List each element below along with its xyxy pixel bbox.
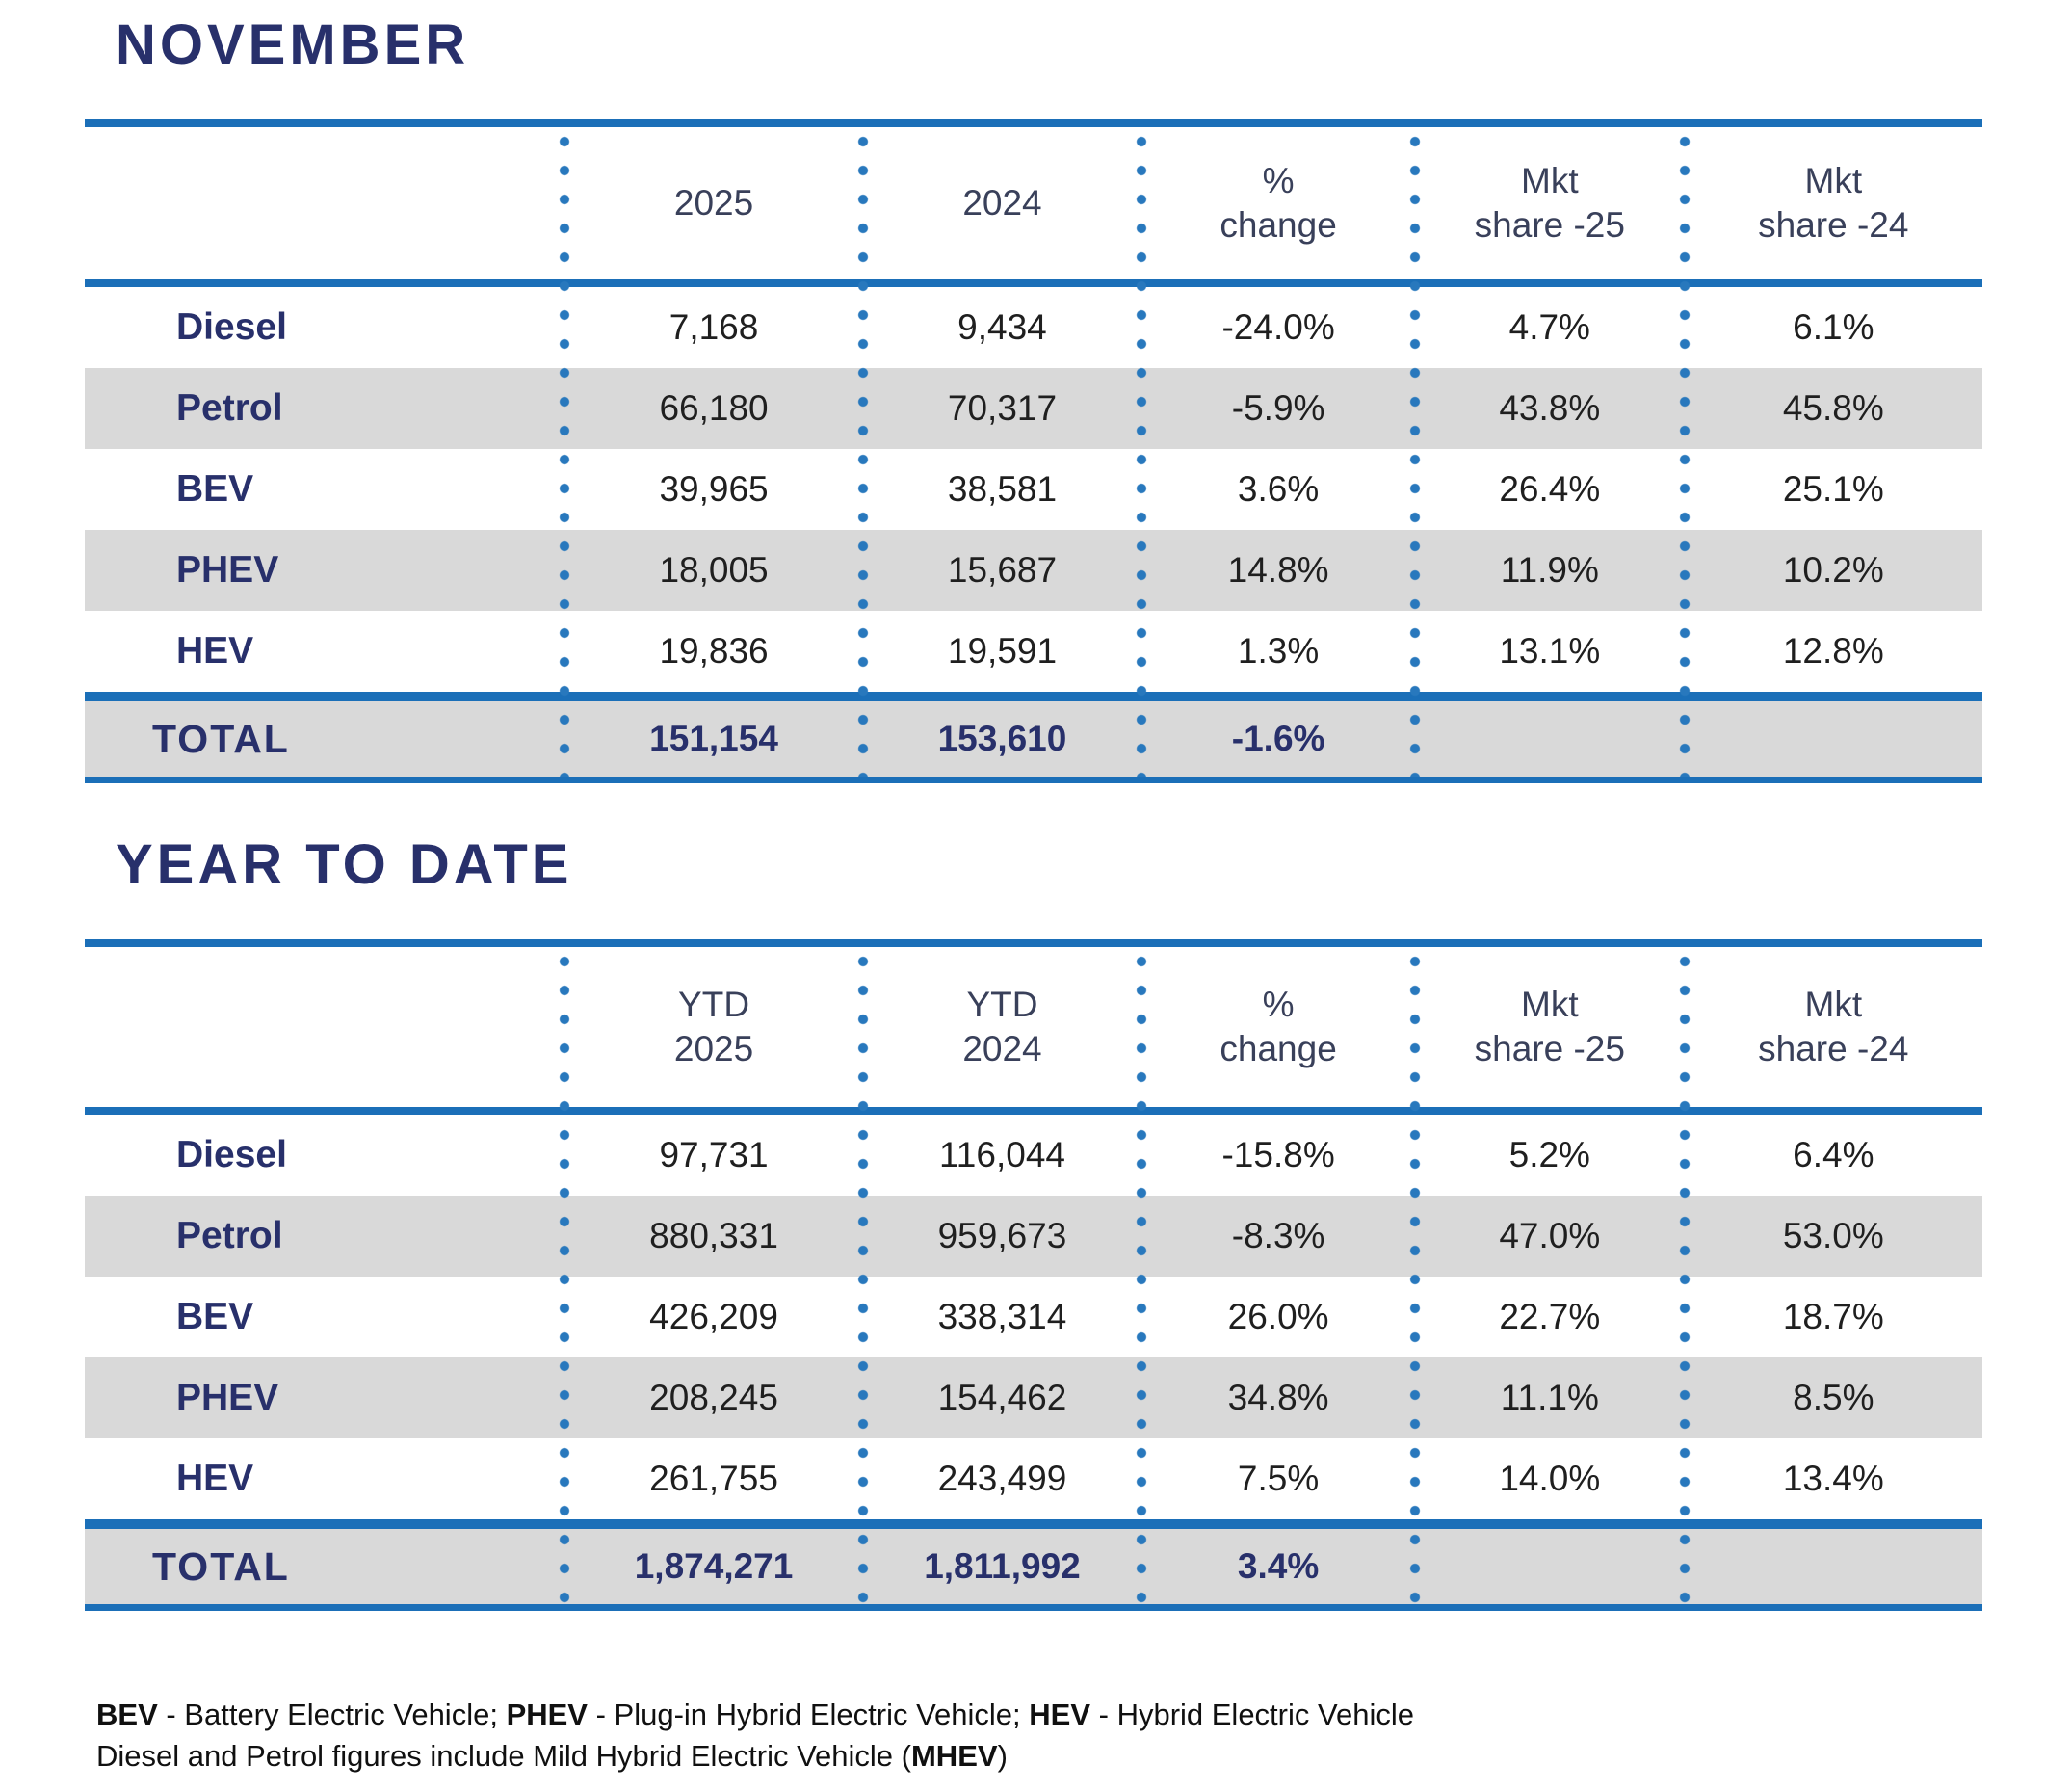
november-title: NOVEMBER: [116, 13, 470, 76]
dotted-separator: [1409, 127, 1420, 777]
dotted-separator: [1137, 947, 1147, 1604]
footnote-desc-phev: - Plug-in Hybrid Electric Vehicle;: [587, 1698, 1030, 1731]
year-to-date-section: [85, 833, 1982, 1611]
header-line: YTD: [966, 985, 1038, 1024]
footnote-term-hev: HEV: [1029, 1698, 1091, 1731]
cell-mkt-share-25: 5.2%: [1508, 1135, 1590, 1174]
footnote: [96, 1694, 1982, 1777]
cell-ytd-2025: 1,874,271: [634, 1546, 794, 1586]
row-label: Petrol: [176, 1215, 283, 1256]
table-row-petrol: [85, 368, 1982, 449]
cell-ytd-2025: 208,245: [649, 1378, 778, 1417]
cell-ytd-2024: 243,499: [937, 1459, 1067, 1498]
table-header-row: [85, 127, 1982, 287]
cell-ytd-2024: 154,462: [937, 1378, 1067, 1417]
table-row-phev: [85, 530, 1982, 611]
cell-2024: 19,591: [947, 631, 1058, 671]
table-row-total: [85, 1519, 1982, 1604]
cell-mkt-share-25: 14.0%: [1499, 1459, 1601, 1498]
header-line: Mkt: [1521, 161, 1579, 200]
content: [85, 13, 1982, 1777]
row-label: PHEV: [176, 549, 279, 591]
cell-ytd-2024: 959,673: [937, 1216, 1067, 1255]
header-line: change: [1219, 205, 1337, 245]
cell-2025: 66,180: [659, 388, 769, 428]
header-mkt-share-24: [1685, 947, 1982, 1107]
cell-mkt-share-25: 43.8%: [1499, 388, 1601, 428]
cell-mkt-share-24: [1685, 701, 1982, 777]
header-line: share -25: [1474, 205, 1625, 245]
cell-2024: 38,581: [947, 469, 1058, 509]
header-line: 2025: [673, 183, 754, 223]
cell-pct-change: 1.3%: [1237, 631, 1320, 671]
dotted-separator: [1679, 947, 1690, 1604]
table-row-hev: [85, 1438, 1982, 1519]
cell-mkt-share-24: 12.8%: [1782, 631, 1884, 671]
dotted-separator: [857, 947, 868, 1604]
cell-ytd-2024: 116,044: [938, 1135, 1065, 1174]
footnote-line-1: [96, 1694, 1982, 1735]
table-row-diesel: [85, 1115, 1982, 1196]
header-line: share -24: [1758, 1029, 1909, 1068]
cell-pct-change: 34.8%: [1227, 1378, 1329, 1417]
row-label: BEV: [176, 468, 254, 510]
table-row-petrol: [85, 1196, 1982, 1277]
header-ytd-2025: [564, 947, 862, 1107]
cell-2025: 39,965: [659, 469, 769, 509]
cell-2025: 151,154: [649, 719, 778, 758]
cell-pct-change: -24.0%: [1221, 307, 1335, 347]
table-header-row: [85, 947, 1982, 1115]
cell-pct-change: -1.6%: [1231, 719, 1325, 758]
cell-mkt-share-25: 22.7%: [1499, 1297, 1601, 1336]
header-line: Mkt: [1804, 985, 1863, 1024]
november-section: [85, 13, 1982, 783]
cell-pct-change: -15.8%: [1221, 1135, 1335, 1174]
row-label: HEV: [176, 1458, 254, 1499]
cell-2024: 153,610: [937, 719, 1067, 758]
dotted-separator: [857, 127, 868, 777]
cell-mkt-share-25: 13.1%: [1499, 631, 1601, 671]
header-mkt-share-25: [1415, 947, 1685, 1107]
footnote-line2-prefix: Diesel and Petrol figures include Mild Hybrid Electric Vehicle (: [96, 1739, 911, 1773]
footnote-term-mhev: MHEV: [910, 1739, 998, 1773]
footnote-line2-suffix: ): [997, 1739, 1008, 1773]
header-line: change: [1219, 1029, 1337, 1068]
cell-pct-change: 7.5%: [1237, 1459, 1320, 1498]
cell-pct-change: 26.0%: [1227, 1297, 1329, 1336]
cell-2025: 18,005: [659, 550, 769, 590]
header-line: Mkt: [1521, 985, 1579, 1024]
cell-mkt-share-25: [1415, 1529, 1685, 1604]
header-mkt-share-24: [1685, 127, 1982, 279]
cell-mkt-share-24: 13.4%: [1782, 1459, 1884, 1498]
table-row-diesel: [85, 287, 1982, 368]
cell-ytd-2025: 261,755: [649, 1459, 778, 1498]
cell-mkt-share-25: 11.9%: [1500, 550, 1599, 590]
cell-mkt-share-24: 10.2%: [1782, 550, 1884, 590]
cell-pct-change: -8.3%: [1231, 1216, 1325, 1255]
header-pct-change: [1141, 127, 1415, 279]
cell-2024: 15,687: [947, 550, 1058, 590]
header-empty: [85, 947, 564, 1107]
dotted-separator: [560, 127, 570, 777]
cell-ytd-2024: 1,811,992: [924, 1546, 1081, 1586]
cell-pct-change: 3.4%: [1237, 1546, 1320, 1586]
row-label: Diesel: [176, 1134, 287, 1175]
dotted-separator: [1679, 127, 1690, 777]
header-line: 2024: [962, 183, 1042, 223]
cell-pct-change: -5.9%: [1231, 388, 1325, 428]
dotted-separator: [1137, 127, 1147, 777]
footnote-line-2: [96, 1735, 1982, 1777]
cell-2025: 19,836: [659, 631, 769, 671]
table-row-phev: [85, 1357, 1982, 1438]
footnote-term-bev: BEV: [96, 1698, 158, 1731]
cell-ytd-2025: 97,731: [659, 1135, 769, 1174]
table-row-total: [85, 692, 1982, 777]
cell-mkt-share-24: 6.4%: [1793, 1135, 1874, 1174]
header-line: 2024: [962, 1029, 1042, 1068]
cell-ytd-2025: 880,331: [649, 1216, 778, 1255]
cell-mkt-share-25: [1415, 701, 1685, 777]
dotted-separator: [1409, 947, 1420, 1604]
header-ytd-2024: [863, 947, 1142, 1107]
cell-mkt-share-25: 4.7%: [1508, 307, 1590, 347]
cell-pct-change: 14.8%: [1227, 550, 1329, 590]
cell-mkt-share-24: [1685, 1529, 1982, 1604]
header-line: Mkt: [1804, 161, 1863, 200]
cell-mkt-share-25: 11.1%: [1500, 1378, 1599, 1417]
table-row-hev: [85, 611, 1982, 692]
row-label: BEV: [176, 1296, 254, 1337]
dotted-separator: [560, 947, 570, 1604]
header-line: share -24: [1758, 205, 1909, 245]
header-pct-change: [1141, 947, 1415, 1107]
row-label: Petrol: [176, 387, 283, 429]
cell-mkt-share-24: 25.1%: [1782, 469, 1884, 509]
total-label: TOTAL: [152, 716, 290, 761]
row-label: HEV: [176, 630, 254, 672]
cell-mkt-share-24: 6.1%: [1793, 307, 1874, 347]
table-row-bev: [85, 449, 1982, 530]
cell-mkt-share-25: 47.0%: [1499, 1216, 1601, 1255]
year-to-date-table: [85, 939, 1982, 1611]
cell-2025: 7,168: [668, 307, 759, 347]
total-label: TOTAL: [152, 1543, 290, 1589]
cell-2024: 9,434: [957, 307, 1047, 347]
header-empty: [85, 127, 564, 279]
cell-ytd-2024: 338,314: [937, 1297, 1067, 1336]
header-2024: [863, 127, 1142, 279]
header-2025: [564, 127, 862, 279]
cell-pct-change: 3.6%: [1237, 469, 1320, 509]
header-line: YTD: [678, 985, 750, 1024]
cell-mkt-share-24: 8.5%: [1793, 1378, 1874, 1417]
cell-2024: 70,317: [947, 388, 1058, 428]
row-label: PHEV: [176, 1377, 279, 1418]
row-label: Diesel: [176, 306, 287, 348]
header-line: %: [1262, 985, 1295, 1024]
header-mkt-share-25: [1415, 127, 1685, 279]
cell-mkt-share-24: 53.0%: [1782, 1216, 1884, 1255]
header-line: 2025: [673, 1029, 754, 1068]
november-table: [85, 119, 1982, 783]
table-row-bev: [85, 1277, 1982, 1357]
footnote-desc-hev: - Hybrid Electric Vehicle: [1090, 1698, 1414, 1731]
cell-mkt-share-24: 18.7%: [1782, 1297, 1884, 1336]
cell-ytd-2025: 426,209: [649, 1297, 778, 1336]
header-line: share -25: [1474, 1029, 1625, 1068]
cell-mkt-share-24: 45.8%: [1782, 388, 1884, 428]
year-to-date-title: YEAR TO DATE: [116, 833, 573, 896]
footnote-desc-bev: - Battery Electric Vehicle;: [157, 1698, 507, 1731]
footnote-term-phev: PHEV: [506, 1698, 588, 1731]
header-line: %: [1262, 161, 1295, 200]
cell-mkt-share-25: 26.4%: [1499, 469, 1601, 509]
